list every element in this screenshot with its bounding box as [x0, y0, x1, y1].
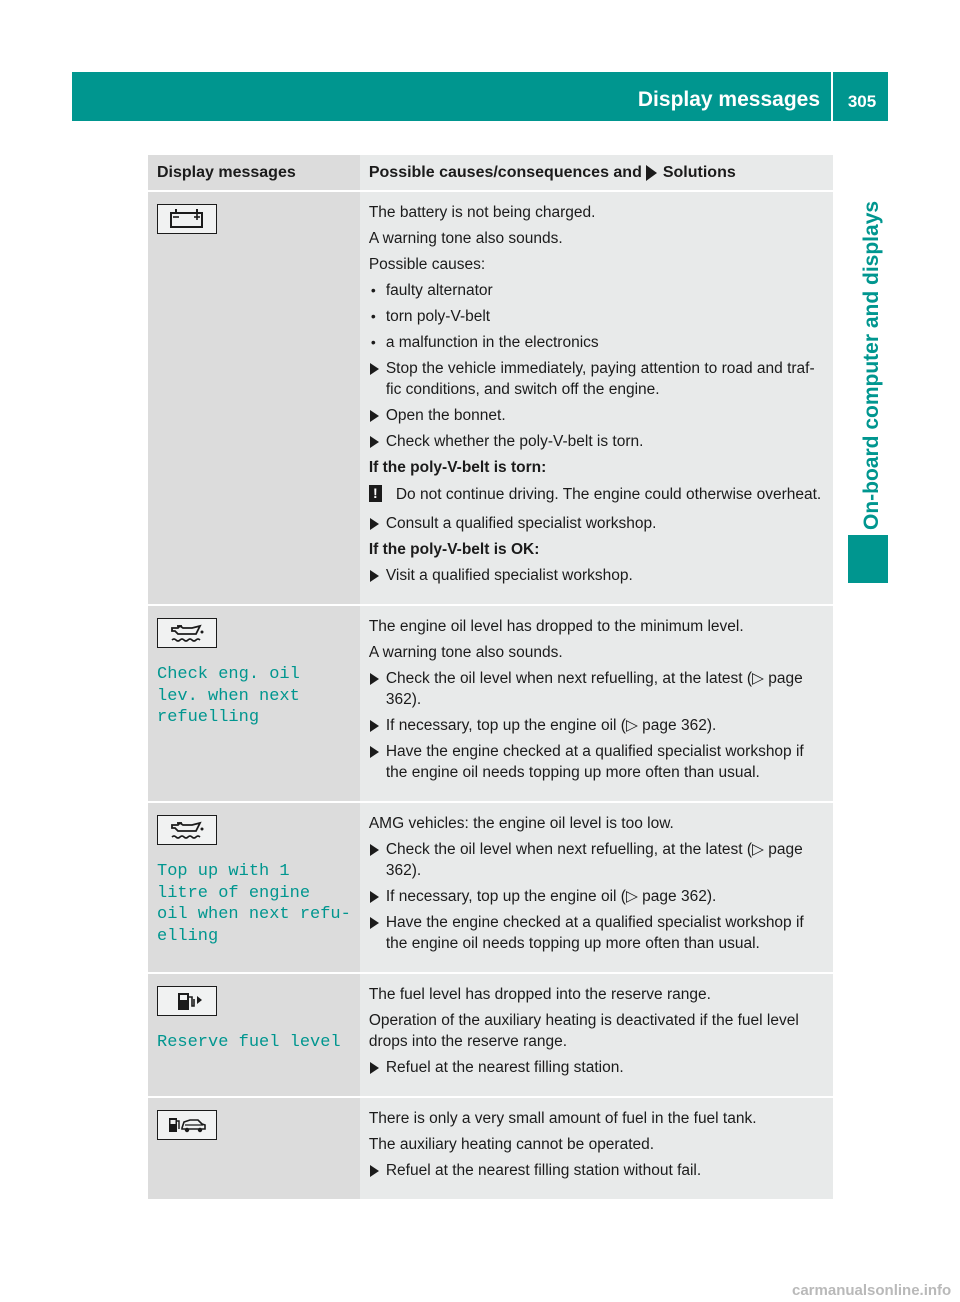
table-row: [148, 191, 833, 605]
fuel-pump-car-icon: [157, 1110, 217, 1140]
display-cell: [148, 973, 360, 1097]
description-text: A warning tone also sounds.: [368, 644, 563, 661]
table-row: [148, 973, 833, 1097]
warning-icon: !: [369, 485, 382, 502]
side-tab-label: On-board computer and displays: [860, 200, 883, 530]
page-header-title: Display messages: [637, 88, 820, 111]
display-message-text: Top up with 1 litre of engine oil when next refu‐ elling: [157, 862, 351, 946]
table-row: [148, 1097, 833, 1199]
display-cell: [148, 191, 360, 605]
action-step: Open the bonnet.: [369, 405, 824, 426]
solution-cell: [360, 605, 833, 802]
col-header-solutions: Solutions: [662, 164, 736, 181]
action-step: Check whether the poly-V-belt is torn.: [369, 431, 824, 452]
battery-icon: [157, 204, 217, 234]
col-header-display-messages: Display messages: [148, 155, 360, 191]
oil-can-icon: [157, 815, 217, 845]
action-step: Visit a qualified specialist workshop.: [369, 565, 824, 586]
footer-watermark: carmanualsonline.info: [792, 1282, 952, 1299]
solution-cell: [360, 1097, 833, 1199]
action-step: If necessary, top up the engine oil (▷ page 362).: [369, 886, 824, 907]
action-step: If necessary, top up the engine oil (▷ page 362).: [369, 715, 824, 736]
action-step: Have the engine checked at a qualified specialist workshop if the engine oil needs topping up more often than usual.: [369, 741, 824, 783]
side-tab-marker: [848, 535, 888, 583]
action-step: Check the oil level when next refuelling, at the latest (▷ page 362).: [369, 839, 824, 881]
warning-note: [369, 484, 824, 505]
subheading: If the poly-V-belt is torn:: [368, 459, 547, 476]
warning-text: Do not continue driving. The engine could otherwise overheat.: [395, 486, 822, 503]
action-arrow-icon: [646, 165, 657, 181]
action-step: Refuel at the nearest filling station.: [369, 1057, 824, 1078]
description-text: The engine oil level has dropped to the minimum level.: [368, 618, 744, 635]
action-step: Stop the vehicle immediately, paying attention to road and traf-fic conditions, and switch off the engine.: [369, 358, 824, 400]
display-cell: [148, 802, 360, 973]
action-step: Refuel at the nearest filling station without fail.: [369, 1160, 824, 1181]
description-text: The auxiliary heating cannot be operated.: [368, 1136, 655, 1153]
table-row: [148, 605, 833, 802]
action-step: Check the oil level when next refuelling, at the latest (▷ page 362).: [369, 668, 824, 710]
display-cell: [148, 605, 360, 802]
action-step: Have the engine checked at a qualified specialist workshop if the engine oil needs topping up more often than usual.: [369, 912, 824, 954]
description-text: The battery is not being charged.: [368, 204, 596, 221]
display-messages-table: [148, 155, 833, 1199]
description-text: Operation of the auxiliary heating is deactivated if the fuel level drops into the reserve range.: [368, 1012, 799, 1050]
col-header-causes: Possible causes/consequences and: [368, 164, 642, 181]
action-step: Consult a qualified specialist workshop.: [369, 513, 824, 534]
col-header-causes-solutions: [360, 155, 833, 191]
description-text: AMG vehicles: the engine oil level is too low.: [368, 815, 674, 832]
description-text: Possible causes:: [368, 256, 486, 273]
cause-bullet: • faulty alternator: [369, 280, 824, 301]
description-text: There is only a very small amount of fuel in the fuel tank.: [368, 1110, 757, 1127]
description-text: A warning tone also sounds.: [368, 230, 563, 247]
table-row: [148, 802, 833, 973]
subheading: If the poly-V-belt is OK:: [368, 541, 540, 558]
oil-can-icon: [157, 618, 217, 648]
page-number: 305: [847, 92, 877, 111]
table-header-row: [148, 155, 833, 191]
display-message-text: Reserve fuel level: [157, 1033, 341, 1052]
cause-bullet: • torn poly-V-belt: [369, 306, 824, 327]
display-message-text: Check eng. oil lev. when next refuelling: [157, 665, 300, 727]
display-cell: [148, 1097, 360, 1199]
cause-bullet: • a malfunction in the electronics: [369, 332, 824, 353]
solution-cell: [360, 191, 833, 605]
header-divider: [831, 72, 833, 121]
solution-cell: [360, 802, 833, 973]
description-text: The fuel level has dropped into the reserve range.: [368, 986, 711, 1003]
fuel-pump-icon: [157, 986, 217, 1016]
solution-cell: [360, 973, 833, 1097]
